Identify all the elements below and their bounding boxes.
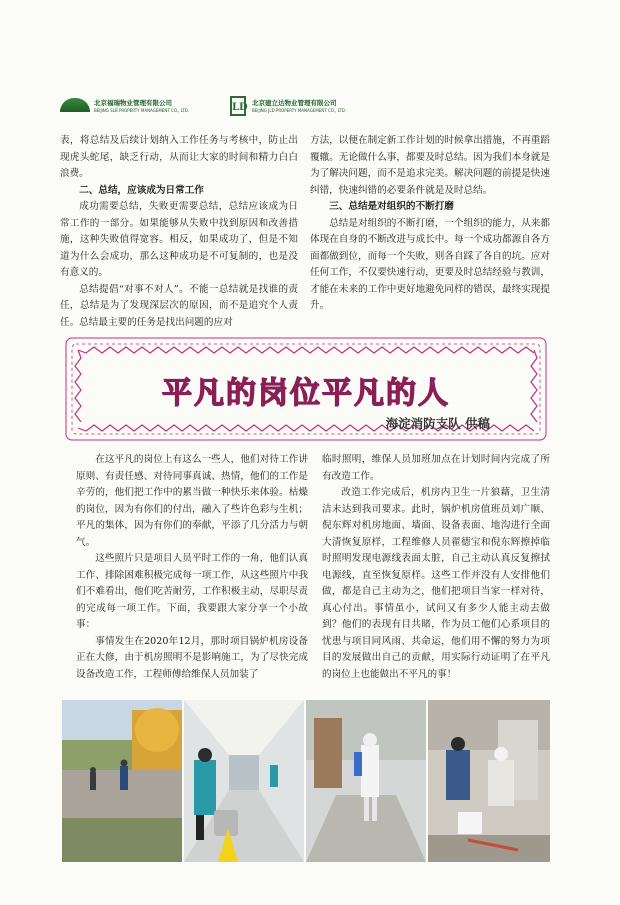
slb-logo-icon (60, 98, 90, 112)
logo1-english-name: BEIJING SLB PROPERTY MANAGEMENT CO., LTD. (94, 108, 190, 113)
paragraph: 表，将总结及后续计划纳入工作任务与考核中，防止出现虎头蛇尾，缺乏行动，从而让大家的时间和精力白白浪费。 (60, 135, 298, 179)
paragraph: 这些照片只是项目人员平时工作的一角，他们认真工作、排除困难积极完成每一项工作，从这些照片中我们不难看出，他们吃苦耐劳，工作积极主动，尽职尽责的完成每一项工作。下面，我要跟大家分享一个小故事： (76, 553, 308, 630)
article1-right-column (310, 133, 550, 315)
photo-machine-room-repair (428, 700, 550, 862)
logo2-english-name: BEIJING JLD PROPERTY MANAGEMENT CO., LTD. (252, 108, 347, 113)
paragraph: 总结是对组织的不断打磨，一个组织的能力，从来都体现在自身的不断改进与成长中。每一个成功都源自各方面都做到位，而每一个失败，则各自踩了各自的坑。应对任何工作，不仅要快速行动，更要及时总结经验与教训，才能在未来的工作中更好地避免同样的错误，最终实现提升。 (310, 217, 550, 311)
article2-right-column (322, 452, 550, 683)
paragraph: 改造工作完成后，机房内卫生一片狼藉，卫生清洁未达到我司要求。此时，锅炉机房值班员刘广顺、倪东辉对机房地面、墙面、设备表面、地沟进行全面大清恢复原样，工程维修人员翟德宝和倪东辉擦掉临时照明发现电源线表面太脏，自己主动认真反复擦拭电源线，直至恢复原样。这些工作并没有人安排他们做，都是自己主动为之，他们把项目当家一样对待，真心付出。事情虽小，试问又有多少人能主动去做到？他们的表现有目共睹，作为员工他们心系项目的忧患与项目同风雨、共命运，他们用不懈的努力为项目的发展做出自己的贡献，用实际行动证明了在平凡的岗位上也能做出不平凡的事！ (322, 487, 550, 680)
company-logo-jld (230, 96, 350, 120)
article2-title-banner (62, 334, 550, 444)
photo-strip (62, 700, 550, 862)
section-heading: 二、总结，应该成为日常工作 (79, 184, 204, 196)
article2-byline: 海淀消防支队 供稿 (385, 416, 490, 431)
logo1-chinese-name: 北京福瑞物业管理有限公司 (94, 99, 172, 107)
paragraph: 成功需要总结，失败更需要总结，总结应该成为日常工作的一部分。如果能够从失败中找到原因和改善措施，这种失败值得宽容。相反，如果成功了，但是不知道为什么会成功，那么这种成功是不可复制的，也是没有意义的。 (60, 201, 298, 278)
paragraph: 在这平凡的岗位上有这么一些人，他们对待工作讲原则、有责任感、对待同事真诚、热情，他们的工作是辛劳的，他们把工作中的累当做一种快乐来体验。枯燥的岗位，因为有你们的付出，融入了些许色彩与生机；平凡的集体，因为有你们的奉献，平添了几分活力与朝气。 (76, 454, 308, 548)
logo2-chinese-name: 北京建立达物业管理有限公司 (252, 99, 337, 107)
company-logo-slb (60, 98, 210, 120)
article1-left-column (60, 133, 298, 331)
paragraph: 临时照明，维保人员加班加点在计划时间内完成了所有改造工作。 (322, 454, 550, 482)
photo-corridor-cleaning (184, 700, 304, 862)
paragraph: 总结提倡“对事不对人”。不能一总结就是找谁的责任，总结是为了发现深层次的原因，而不是追究个人责任。总结最主要的任务是找出问题的应对 (60, 283, 298, 328)
paragraph: 方法，以便在制定新工作计划的时候拿出措施，不再重蹈覆辙。无论做什么事，都要及时总结。因为我们本身就是为了解决问题，而不是追求完美。解决问题的前提是快速纠错，快速纠错的必要条件就是及时总结。 (310, 135, 550, 196)
paragraph: 事情发生在2020年12月，那时项目锅炉机房设备正在大修，由于机房照明不是影响施工，为了尽快完成设备改造工作，工程师傅给维保人员加装了 (76, 635, 308, 680)
section-heading: 三、总结是对组织的不断打磨 (329, 201, 454, 212)
article2-title: 平凡的岗位平凡的人 (162, 376, 450, 411)
header (60, 96, 350, 122)
photo-disinfection-spraying (306, 700, 426, 862)
photo-outdoor-sweeping (62, 700, 182, 862)
article2-left-column (76, 452, 308, 683)
jld-logo-icon: LD (230, 96, 246, 116)
